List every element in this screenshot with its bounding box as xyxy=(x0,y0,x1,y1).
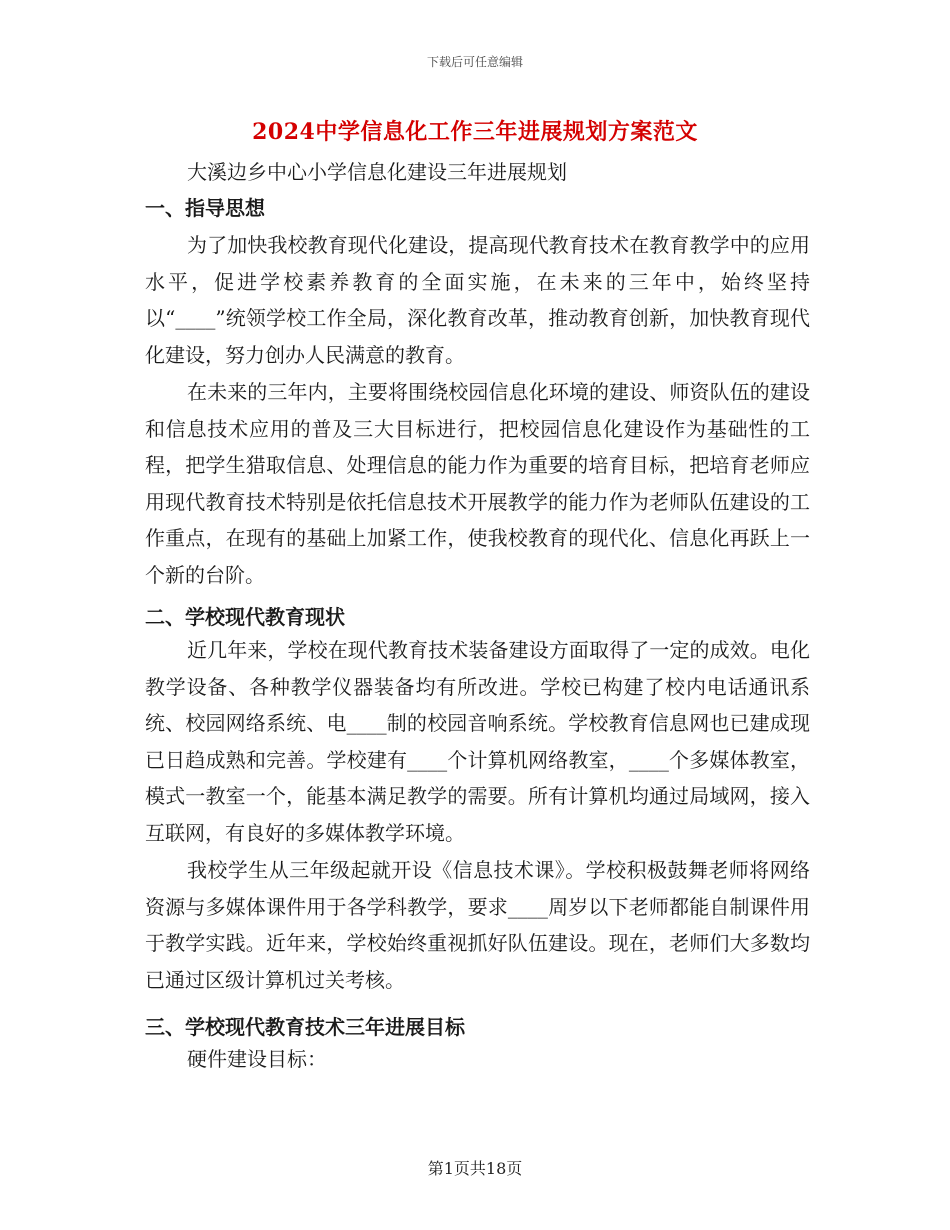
section-heading-2: 二、学校现代教育现状 xyxy=(145,605,345,629)
header-note: 下载后可任意编辑 xyxy=(426,55,523,69)
paragraph-1-1: 为了加快我校教育现代化建设，提高现代教育技术在教育教学中的应用水平，促进学校素养教育的全面实施，在未来的三年中，始终坚持以“____”统领学校工作全局，深化教育改革，推动教育创新，加快教育现代化建设，努力创办人民满意的教育。 xyxy=(145,233,810,367)
paragraph-2-2: 我校学生从三年级起就开设《信息技术课》。学校积极鼓舞老师将网络资源与多媒体课件用于各学科教学，要求____周岁以下老师都能自制课件用于教学实践。近年来，学校始终重视抓好队伍建设。现在，老师们大多数均已通过区级计算机过关考核。 xyxy=(145,858,810,992)
document-subtitle: 大溪边乡中心小学信息化建设三年进展规划 xyxy=(187,160,567,184)
paragraph-1-2: 在未来的三年内，主要将围绕校园信息化环境的建设、师资队伍的建设和信息技术应用的普及三大目标进行，把校园信息化建设作为基础性的工程，把学生猎取信息、处理信息的能力作为重要的培育目标，把培育老师应用现代教育技术特别是依托信息技术开展教学的能力作为老师队伍建设的工作重点，在现有的基础上加紧工作，使我校教育的现代化、信息化再跃上一个新的台阶。 xyxy=(145,380,810,587)
section-heading-3: 三、学校现代教育技术三年进展目标 xyxy=(145,1015,465,1039)
document-title: 2024中学信息化工作三年进展规划方案范文 xyxy=(252,119,698,145)
paragraph-2-1: 近几年来，学校在现代教育技术装备建设方面取得了一定的成效。电化教学设备、各种教学仪器装备均有所改进。学校已构建了校内电话通讯系统、校园网络系统、电____制的校园音响系统。学校教育信息网也已建成现已日趋成熟和完善。学校建有____个计算机网络教室，____个多媒体教室，模式一教室一个，能基本满足教学的需要。所有计算机均通过局域网，接入互联网，有良好的多媒体教学环境。 xyxy=(145,638,810,845)
page-number: 第1页共18页 xyxy=(427,1159,523,1178)
paragraph-3-1: 硬件建设目标： xyxy=(187,1047,327,1071)
section-heading-1: 一、指导思想 xyxy=(145,196,265,220)
